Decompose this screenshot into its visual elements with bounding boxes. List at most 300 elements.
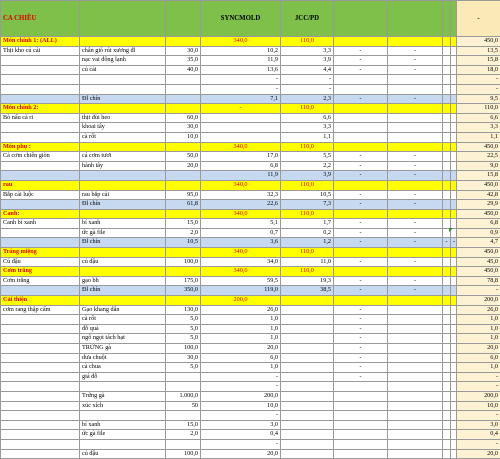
cell[interactable]: 61,8 [166, 200, 201, 210]
cell[interactable]: - [334, 200, 388, 210]
cell[interactable] [80, 382, 166, 392]
cell[interactable] [443, 123, 451, 133]
cell[interactable]: giá đỗ [80, 372, 166, 382]
cell[interactable]: - [388, 161, 443, 171]
cell[interactable] [388, 382, 443, 392]
cell[interactable] [388, 401, 443, 411]
cell[interactable]: 9,5 [457, 94, 500, 104]
cell[interactable] [80, 84, 166, 94]
header-jcc[interactable]: JCC/PD [281, 1, 334, 37]
cell[interactable] [166, 209, 201, 219]
cell[interactable] [443, 142, 451, 152]
cell[interactable]: 40,0 [166, 65, 201, 75]
cell[interactable]: - [388, 171, 443, 181]
cell[interactable] [80, 209, 166, 219]
cell[interactable]: - [457, 382, 500, 392]
cell[interactable] [1, 344, 80, 354]
cell[interactable]: Thịt kho củ cải [1, 46, 80, 56]
cell[interactable] [80, 411, 166, 421]
cell[interactable] [166, 439, 201, 449]
cell[interactable] [201, 132, 281, 142]
cell[interactable] [166, 267, 201, 277]
cell[interactable]: 95,0 [166, 190, 201, 200]
cell[interactable]: 200,0 [201, 296, 281, 306]
cell[interactable] [1, 132, 80, 142]
cell[interactable] [334, 382, 388, 392]
cell[interactable] [443, 104, 451, 114]
cell[interactable]: 1,0 [201, 315, 281, 325]
cell[interactable]: 110,0 [281, 180, 334, 190]
cell[interactable] [334, 75, 388, 85]
cell[interactable]: 1,0 [201, 324, 281, 334]
cell[interactable] [166, 372, 201, 382]
cell[interactable] [1, 372, 80, 382]
cell[interactable] [281, 315, 334, 325]
cell[interactable]: - [388, 56, 443, 66]
cell[interactable]: - [457, 75, 500, 85]
cell[interactable]: 130,0 [166, 305, 201, 315]
cell[interactable]: - [388, 257, 443, 267]
cell[interactable]: - [334, 257, 388, 267]
cell[interactable] [388, 411, 443, 421]
cell[interactable]: - [388, 238, 443, 248]
cell[interactable]: dưa chuột [80, 353, 166, 363]
cell[interactable]: 3,6 [201, 238, 281, 248]
cell[interactable] [388, 449, 443, 459]
cell[interactable]: - [334, 190, 388, 200]
cell[interactable]: 22,5 [457, 152, 500, 162]
cell[interactable]: 9,0 [457, 161, 500, 171]
cell[interactable]: 20,0 [457, 449, 500, 459]
cell[interactable] [443, 200, 451, 210]
cell[interactable] [388, 75, 443, 85]
cell[interactable]: 35,0 [166, 56, 201, 66]
cell[interactable]: 15,8 [457, 56, 500, 66]
cell[interactable]: - [201, 439, 281, 449]
cell[interactable] [388, 372, 443, 382]
cell[interactable]: - [334, 334, 388, 344]
cell[interactable]: 0,4 [457, 430, 500, 440]
cell[interactable] [388, 439, 443, 449]
cell[interactable] [1, 430, 80, 440]
cell[interactable] [281, 430, 334, 440]
cell[interactable]: củ cải [80, 65, 166, 75]
cell[interactable]: 6,6 [457, 113, 500, 123]
cell[interactable] [388, 344, 443, 354]
cell[interactable] [334, 420, 388, 430]
cell[interactable] [334, 180, 388, 190]
cell[interactable] [334, 37, 388, 47]
cell[interactable]: 6,0 [201, 353, 281, 363]
header-cell[interactable] [388, 1, 443, 37]
cell[interactable] [334, 267, 388, 277]
cell[interactable] [281, 353, 334, 363]
cell[interactable]: 450,0 [457, 209, 500, 219]
cell[interactable]: bí xanh [80, 420, 166, 430]
cell[interactable]: Bắp cải luộc [1, 190, 80, 200]
cell[interactable]: - [388, 190, 443, 200]
cell[interactable]: 340,0 [201, 248, 281, 258]
cell[interactable]: 5,0 [166, 324, 201, 334]
cell[interactable] [388, 248, 443, 258]
cell[interactable]: 26,0 [457, 305, 500, 315]
cell[interactable]: 11,9 [201, 171, 281, 181]
cell[interactable]: 1,0 [201, 363, 281, 373]
cell[interactable] [166, 37, 201, 47]
cell[interactable]: 175,0 [166, 276, 201, 286]
cell[interactable]: 1,2 [281, 238, 334, 248]
cell[interactable] [166, 94, 201, 104]
cell[interactable]: 0,4 [201, 430, 281, 440]
cell[interactable] [334, 248, 388, 258]
cell[interactable]: khoai tây [80, 123, 166, 133]
cell[interactable]: Món phụ : [1, 142, 80, 152]
cell[interactable] [443, 94, 451, 104]
cell[interactable]: 15,0 [166, 420, 201, 430]
cell[interactable]: - [201, 75, 281, 85]
cell[interactable]: 5,0 [166, 315, 201, 325]
cell[interactable]: - [388, 65, 443, 75]
cell[interactable]: 450,0 [457, 37, 500, 47]
cell[interactable]: 38,5 [281, 286, 334, 296]
cell[interactable] [281, 411, 334, 421]
cell[interactable]: 3,3 [281, 46, 334, 56]
cell[interactable] [388, 267, 443, 277]
cell[interactable] [443, 75, 451, 85]
cell[interactable] [334, 411, 388, 421]
cell[interactable]: cà rốt [80, 315, 166, 325]
cell[interactable]: 119,0 [201, 286, 281, 296]
cell[interactable]: - [334, 315, 388, 325]
cell[interactable] [443, 286, 451, 296]
cell[interactable] [80, 439, 166, 449]
cell[interactable] [1, 382, 80, 392]
cell[interactable] [443, 382, 451, 392]
cell[interactable] [443, 171, 451, 181]
cell[interactable] [388, 142, 443, 152]
cell[interactable]: đỗ quả [80, 324, 166, 334]
cell[interactable] [166, 180, 201, 190]
cell[interactable] [388, 180, 443, 190]
cell[interactable]: - [201, 372, 281, 382]
cell[interactable]: củ đậu [80, 449, 166, 459]
cell[interactable]: Cơm trắng [1, 267, 80, 277]
cell[interactable]: - [334, 372, 388, 382]
cell[interactable] [443, 152, 451, 162]
cell[interactable]: 42,8 [457, 190, 500, 200]
cell[interactable]: Đl chín [80, 200, 166, 210]
cell[interactable] [443, 276, 451, 286]
cell[interactable]: 20,0 [166, 161, 201, 171]
cell[interactable]: - [388, 228, 443, 238]
cell[interactable] [1, 123, 80, 133]
cell[interactable]: 20,0 [201, 449, 281, 459]
cell[interactable]: 10,5 [166, 238, 201, 248]
cell[interactable] [281, 363, 334, 373]
cell[interactable]: 10,0 [457, 401, 500, 411]
cell[interactable]: 1,0 [457, 363, 500, 373]
cell[interactable] [443, 161, 451, 171]
cell[interactable] [80, 180, 166, 190]
cell[interactable] [443, 257, 451, 267]
cell[interactable]: chân giò rút xương đl [80, 46, 166, 56]
cell[interactable]: 10,0 [166, 132, 201, 142]
cell[interactable]: - [388, 286, 443, 296]
cell[interactable]: ngô ngọt tách hạt [80, 334, 166, 344]
cell[interactable]: 200,0 [201, 391, 281, 401]
cell[interactable] [281, 372, 334, 382]
cell[interactable]: 0,7 [201, 228, 281, 238]
cell[interactable] [388, 363, 443, 373]
cell[interactable] [388, 296, 443, 306]
cell[interactable] [166, 171, 201, 181]
cell[interactable] [281, 324, 334, 334]
cell[interactable] [334, 391, 388, 401]
cell[interactable] [1, 391, 80, 401]
cell[interactable] [443, 84, 451, 94]
cell[interactable]: - [334, 344, 388, 354]
cell[interactable] [443, 305, 451, 315]
cell[interactable] [201, 113, 281, 123]
cell[interactable]: - [281, 84, 334, 94]
cell[interactable]: 32,3 [201, 190, 281, 200]
cell[interactable]: 1,7 [281, 219, 334, 229]
header-cell[interactable] [80, 1, 166, 37]
cell[interactable] [388, 132, 443, 142]
cell[interactable]: 100,0 [166, 257, 201, 267]
cell[interactable]: - [457, 439, 500, 449]
cell[interactable]: 340,0 [201, 267, 281, 277]
cell[interactable]: 1,0 [457, 324, 500, 334]
cell[interactable] [443, 391, 451, 401]
cell[interactable] [1, 353, 80, 363]
cell[interactable]: nạc vai đông lạnh [80, 56, 166, 66]
cell[interactable]: 11,0 [281, 257, 334, 267]
cell[interactable] [443, 180, 451, 190]
cell[interactable] [80, 296, 166, 306]
cell[interactable] [388, 420, 443, 430]
cell[interactable]: ức gà file [80, 430, 166, 440]
cell[interactable] [388, 305, 443, 315]
cell[interactable] [80, 171, 166, 181]
cell[interactable] [281, 334, 334, 344]
cell[interactable] [80, 142, 166, 152]
cell[interactable]: 26,0 [201, 305, 281, 315]
cell[interactable]: Đl chín [80, 94, 166, 104]
cell[interactable] [388, 209, 443, 219]
cell[interactable]: xúc xích [80, 401, 166, 411]
cell[interactable] [334, 296, 388, 306]
cell[interactable] [281, 420, 334, 430]
cell[interactable]: - [334, 276, 388, 286]
cell[interactable]: bí xanh [80, 219, 166, 229]
cell[interactable] [388, 430, 443, 440]
cell[interactable]: Bò nấu cà ri [1, 113, 80, 123]
cell[interactable]: 5,1 [201, 219, 281, 229]
cell[interactable]: - [201, 84, 281, 94]
cell[interactable] [388, 391, 443, 401]
cell[interactable] [388, 353, 443, 363]
cell[interactable]: - [201, 104, 281, 114]
cell[interactable]: 30,0 [166, 123, 201, 133]
cell[interactable]: 200,0 [457, 391, 500, 401]
cell[interactable] [443, 363, 451, 373]
cell[interactable]: 340,0 [201, 142, 281, 152]
cell[interactable]: 1,0 [201, 334, 281, 344]
cell[interactable]: 15,8 [457, 171, 500, 181]
cell[interactable]: Cải thiện [1, 296, 80, 306]
cell[interactable]: 10,0 [201, 401, 281, 411]
cell[interactable]: - [334, 56, 388, 66]
cell[interactable]: 45,0 [457, 257, 500, 267]
cell[interactable]: 30,0 [166, 353, 201, 363]
cell[interactable]: 4,4 [281, 65, 334, 75]
cell[interactable]: - [334, 305, 388, 315]
cell[interactable] [1, 315, 80, 325]
cell[interactable] [1, 324, 80, 334]
cell[interactable]: - [457, 411, 500, 421]
cell[interactable]: 110,0 [281, 267, 334, 277]
cell[interactable]: 20,0 [201, 344, 281, 354]
cell[interactable] [166, 84, 201, 94]
cell[interactable]: 22,6 [201, 200, 281, 210]
cell[interactable]: 110,0 [457, 104, 500, 114]
cell[interactable] [443, 315, 451, 325]
cell[interactable]: 110,0 [281, 209, 334, 219]
cell[interactable]: - [334, 363, 388, 373]
cell[interactable]: 1,0 [457, 334, 500, 344]
cell[interactable]: 2,0 [166, 430, 201, 440]
cell[interactable] [201, 123, 281, 133]
cell[interactable] [80, 75, 166, 85]
cell[interactable] [1, 228, 80, 238]
cell[interactable]: 100,0 [166, 449, 201, 459]
cell[interactable]: - [334, 152, 388, 162]
cell[interactable]: 200,0 [457, 296, 500, 306]
cell[interactable]: 6,8 [201, 161, 281, 171]
cell[interactable]: - [201, 382, 281, 392]
cell[interactable] [443, 334, 451, 344]
cell[interactable] [1, 334, 80, 344]
cell[interactable]: 1,0 [457, 315, 500, 325]
cell[interactable]: cà chua [80, 363, 166, 373]
cell[interactable]: cà rốt [80, 132, 166, 142]
cell[interactable] [281, 305, 334, 315]
cell[interactable]: 5,0 [166, 363, 201, 373]
cell[interactable] [443, 209, 451, 219]
cell[interactable]: Cá cơm chiên giòn [1, 152, 80, 162]
cell[interactable]: 1,1 [281, 132, 334, 142]
cell[interactable] [443, 65, 451, 75]
cell[interactable] [1, 238, 80, 248]
cell[interactable] [443, 219, 451, 229]
cell[interactable]: 340,0 [201, 209, 281, 219]
cell[interactable] [443, 190, 451, 200]
cell[interactable]: 110,0 [281, 248, 334, 258]
cell[interactable] [334, 84, 388, 94]
cell[interactable]: Gạo khang dân [80, 305, 166, 315]
cell[interactable]: hành tây [80, 161, 166, 171]
cell[interactable] [80, 104, 166, 114]
cell[interactable] [281, 296, 334, 306]
cell[interactable] [1, 56, 80, 66]
cell[interactable] [1, 363, 80, 373]
cell[interactable]: 3,0 [201, 420, 281, 430]
cell[interactable]: - [281, 75, 334, 85]
cell[interactable] [1, 171, 80, 181]
cell[interactable]: 5,5 [281, 152, 334, 162]
cell[interactable]: 340,0 [201, 180, 281, 190]
cell[interactable] [1, 401, 80, 411]
cell[interactable]: 6,6 [281, 113, 334, 123]
cell[interactable]: - [334, 171, 388, 181]
cell[interactable]: 340,0 [201, 37, 281, 47]
cell[interactable]: - [388, 152, 443, 162]
cell[interactable]: 450,0 [457, 180, 500, 190]
cell[interactable]: rau bắp cải [80, 190, 166, 200]
header-cell[interactable] [334, 1, 388, 37]
cell[interactable]: 11,9 [201, 56, 281, 66]
cell[interactable]: - [388, 219, 443, 229]
cell[interactable]: 34,0 [201, 257, 281, 267]
cell[interactable]: 50 [166, 401, 201, 411]
cell[interactable]: 78,8 [457, 276, 500, 286]
cell[interactable]: 4,7 [457, 238, 500, 248]
cell[interactable] [281, 401, 334, 411]
cell[interactable] [443, 439, 451, 449]
cell[interactable]: 20,0 [457, 344, 500, 354]
cell[interactable]: 0,9 [457, 228, 500, 238]
cell[interactable] [443, 449, 451, 459]
cell[interactable]: 450,0 [457, 248, 500, 258]
cell[interactable]: 450,0 [457, 142, 500, 152]
cell[interactable]: 59,5 [201, 276, 281, 286]
cell[interactable]: - [334, 219, 388, 229]
cell[interactable] [443, 411, 451, 421]
cell[interactable] [166, 411, 201, 421]
cell[interactable] [166, 104, 201, 114]
cell[interactable]: Đl chín [80, 238, 166, 248]
cell[interactable] [1, 75, 80, 85]
cell[interactable] [1, 411, 80, 421]
cell[interactable] [80, 248, 166, 258]
cell[interactable] [443, 37, 451, 47]
cell[interactable] [334, 401, 388, 411]
cell[interactable]: - [201, 411, 281, 421]
cell[interactable]: 18,0 [457, 65, 500, 75]
cell[interactable]: 0,2 [281, 228, 334, 238]
cell[interactable] [334, 123, 388, 133]
cell[interactable]: 2,2 [281, 161, 334, 171]
cell[interactable]: 3,3 [457, 123, 500, 133]
cell[interactable] [443, 420, 451, 430]
cell[interactable]: 17,0 [201, 152, 281, 162]
cell[interactable] [281, 449, 334, 459]
cell[interactable]: 13,5 [457, 46, 500, 56]
cell[interactable]: 1.000,0 [166, 391, 201, 401]
cell[interactable]: 60,0 [166, 113, 201, 123]
cell[interactable]: 2,0 [166, 228, 201, 238]
cell[interactable]: 110,0 [281, 104, 334, 114]
cell[interactable] [334, 449, 388, 459]
cell[interactable]: Món chính 2: [1, 104, 80, 114]
cell[interactable] [388, 113, 443, 123]
cell[interactable]: - [451, 238, 457, 248]
cell[interactable]: 3,9 [281, 171, 334, 181]
cell[interactable]: Đl chín [80, 286, 166, 296]
cell[interactable]: - [443, 238, 451, 248]
cell[interactable]: 3,0 [457, 420, 500, 430]
